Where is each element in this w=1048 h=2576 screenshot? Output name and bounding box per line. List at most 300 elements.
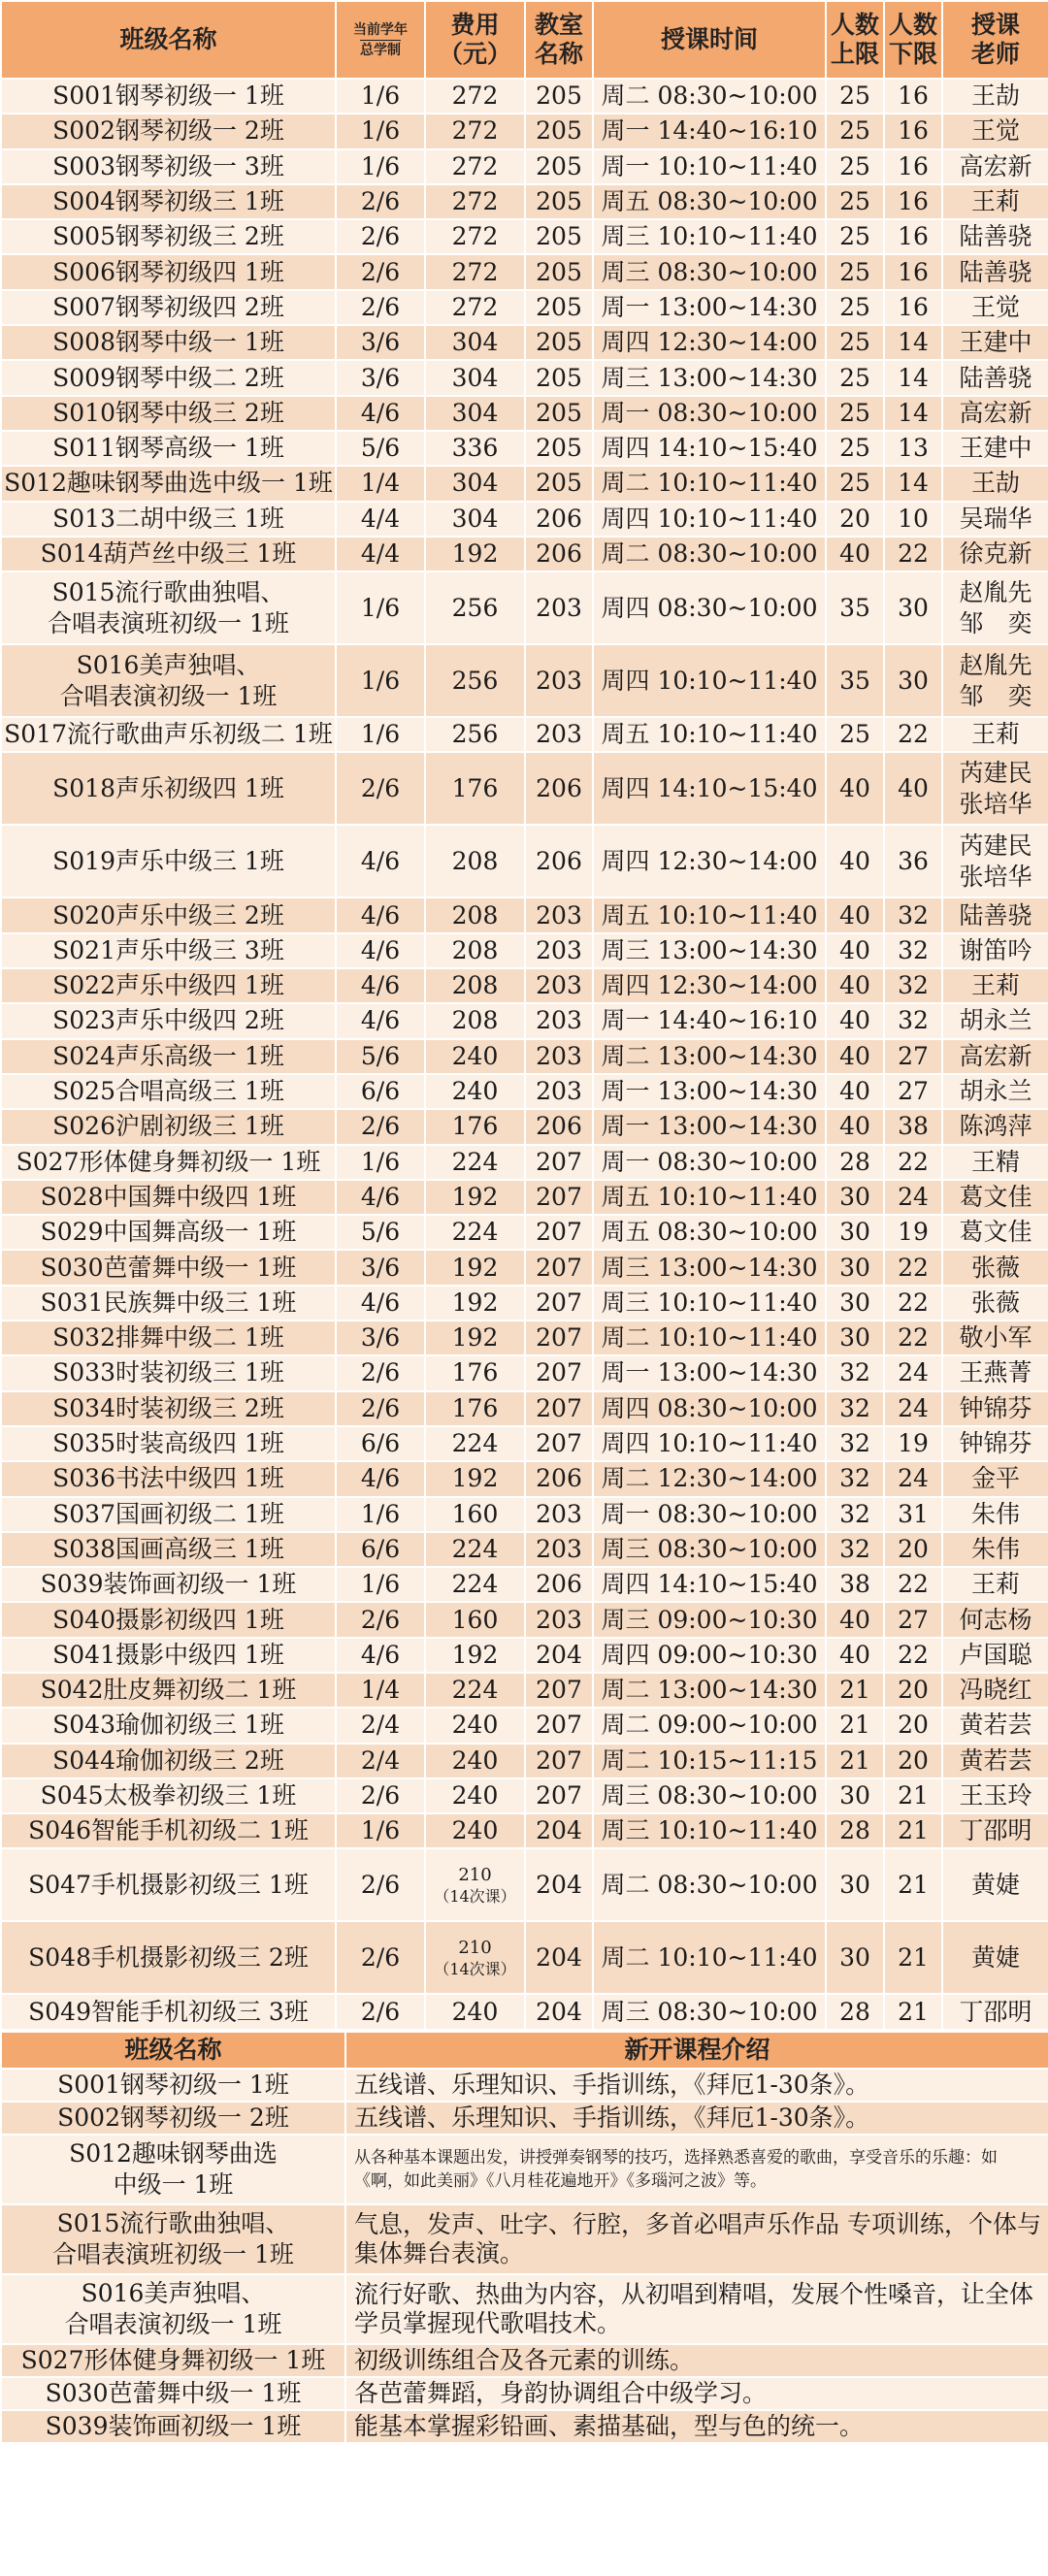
min-value: 32 [898,1006,929,1035]
min-value: 21 [898,1816,929,1845]
table-row [1,537,1048,571]
cell-time [593,1848,826,1921]
cell-min [884,325,942,360]
cell-min [884,1215,942,1250]
cell-time [593,825,826,897]
cell-fee [425,1355,525,1390]
teacher-line1: 王觉 [970,116,1020,146]
year-value: 4/6 [360,1006,401,1035]
cell-class-name [1,644,336,717]
time-value: 周四 09:00~10:30 [601,1640,818,1669]
cell-fee [425,396,525,431]
class-name-line1: S044瑜伽初级三 2班 [52,1745,284,1775]
time-value: 周一 13:00~14:30 [601,1358,818,1387]
year-value: 2/6 [360,1393,401,1422]
cell-min [884,1355,942,1390]
cell-min [884,752,942,825]
cell-year [336,1602,425,1637]
min-value: 16 [898,151,929,180]
intro-class-name [1,2204,345,2274]
cell-room [525,396,593,431]
teacher-line1: 张薇 [970,1253,1020,1282]
cell-time [593,1461,826,1496]
fee-value: 240 [451,1781,499,1810]
year-value: 3/6 [360,328,401,357]
room-value: 204 [536,1942,582,1972]
class-name-line1: S034时装初级三 2班 [52,1393,284,1422]
cell-year [336,1003,425,1038]
max-value: 40 [839,1605,870,1634]
cell-class-name [1,1602,336,1637]
teacher-line1: 何志杨 [959,1605,1032,1634]
teacher-line1: 王莉 [970,720,1020,749]
fee-value: 208 [451,1006,499,1035]
cell-fee [425,360,525,395]
min-value: 20 [898,1711,929,1740]
cell-class-name [1,114,336,148]
cell-min [884,254,942,289]
cell-fee [425,431,525,466]
room-value: 203 [536,1041,582,1070]
room-value: 205 [536,116,582,146]
class-name-line1: S029中国舞高级一 1班 [40,1218,297,1247]
time-value: 周一 08:30~10:00 [601,1147,818,1176]
cell-year [336,1321,425,1355]
cell-time [593,396,826,431]
class-name-line1: S039装饰画初级一 1班 [40,1570,297,1599]
cell-year [336,1355,425,1390]
cell-fee [425,537,525,571]
max-value: 25 [839,328,870,357]
teacher-line1: 王精 [970,1147,1020,1176]
max-value: 32 [839,1358,870,1387]
header-time: 授课时间 [593,1,826,79]
cell-time [593,360,826,395]
fee-value: 256 [451,720,499,749]
cell-min [884,1602,942,1637]
cell-max [826,1391,884,1426]
class-name-line1: S010钢琴中级三 2班 [52,398,284,427]
cell-min [884,1708,942,1743]
cell-min [884,431,942,466]
min-value: 22 [898,539,929,568]
cell-room [525,114,593,148]
cell-class-name [1,1532,336,1567]
table-row [1,254,1048,289]
intro-name-line1: S001钢琴初级一 1班 [57,2070,289,2099]
max-value: 40 [839,846,870,875]
cell-time [593,325,826,360]
max-value: 20 [839,504,870,533]
cell-max [826,1250,884,1285]
room-value: 207 [536,1147,582,1176]
cell-time [593,1391,826,1426]
cell-fee [425,1567,525,1602]
year-value: 2/4 [360,1745,401,1775]
year-value: 6/6 [360,1429,401,1458]
cell-room [525,1638,593,1673]
teacher-line1: 胡永兰 [959,1077,1032,1106]
cell-min [884,1994,942,2029]
teacher-line1: 高宏新 [959,151,1032,180]
cell-time [593,1813,826,1848]
cell-teacher [942,1426,1048,1461]
list-item [1,2410,1048,2443]
cell-room [525,431,593,466]
cell-max [826,933,884,968]
class-name-line1: S036书法中级四 1班 [52,1464,284,1493]
room-value: 205 [536,363,582,392]
cell-time [593,466,826,501]
teacher-line1: 赵胤先 [959,577,1032,606]
class-name-line1: S004钢琴初级三 1班 [52,187,284,216]
cell-teacher [942,1994,1048,2029]
cell-time [593,1074,826,1109]
cell-room [525,571,593,644]
cell-time [593,254,826,289]
cell-time [593,1673,826,1708]
fee-value: 240 [451,1041,499,1070]
header-room: 教室 名称 [525,1,593,79]
cell-time [593,149,826,184]
time-value: 周四 10:10~11:40 [601,504,818,533]
cell-room [525,1673,593,1708]
year-value: 2/6 [360,1112,401,1141]
room-value: 204 [536,1816,582,1845]
time-value: 周一 13:00~14:30 [601,292,818,321]
fee-value: 192 [451,1464,499,1493]
table-row [1,431,1048,466]
year-value: 1/6 [360,1816,401,1845]
teacher-line1: 金平 [970,1464,1020,1493]
cell-fee [425,466,525,501]
year-value: 2/6 [360,292,401,321]
year-value: 2/4 [360,1711,401,1740]
cell-room [525,219,593,254]
class-name-line2: 合唱表演初级一 1班 [59,681,278,710]
cell-fee [425,1180,525,1215]
max-value: 25 [839,292,870,321]
year-value: 6/6 [360,1534,401,1563]
cell-min [884,360,942,395]
min-value: 14 [898,328,929,357]
room-value: 207 [536,1711,582,1740]
fee-value: 224 [451,1147,499,1176]
time-value: 周二 13:00~14:30 [601,1676,818,1705]
min-value: 40 [898,773,929,802]
max-value: 25 [839,363,870,392]
cell-max [826,184,884,219]
room-value: 207 [536,1218,582,1247]
cell-fee [425,1039,525,1074]
header-year: 当前学年 总学制 [336,1,425,79]
cell-time [593,968,826,1003]
teacher-line1: 冯晓红 [959,1676,1032,1705]
max-value: 40 [839,1041,870,1070]
cell-fee [425,1109,525,1144]
teacher-line1: 朱伟 [970,1499,1020,1528]
class-name-line1: S032排舞中级二 1班 [52,1323,284,1353]
fee-value: 336 [451,434,499,463]
cell-fee [425,1321,525,1355]
fee-value: 224 [451,1218,499,1247]
cell-max [826,1848,884,1921]
cell-fee [425,933,525,968]
class-name-line1: S019声乐中级三 1班 [52,846,284,875]
cell-room [525,968,593,1003]
cell-class-name [1,396,336,431]
cell-class-name [1,290,336,325]
class-name-line1: S043瑜伽初级三 1班 [52,1711,284,1740]
cell-time [593,219,826,254]
cell-max [826,149,884,184]
room-value: 206 [536,846,582,875]
fee-value: 210 [458,1937,492,1958]
time-value: 周二 08:30~10:00 [601,1870,818,1899]
class-name-line1: S038国画高级三 1班 [52,1534,284,1563]
fee-value: 272 [451,151,499,180]
cell-max [826,1497,884,1532]
year-value: 4/6 [360,1464,401,1493]
year-value: 2/6 [360,222,401,251]
min-value: 27 [898,1077,929,1106]
cell-teacher [942,79,1048,114]
fee-value: 224 [451,1534,499,1563]
teacher-line1: 王燕菁 [959,1358,1032,1387]
table-row [1,396,1048,431]
max-value: 40 [839,1077,870,1106]
min-value: 16 [898,187,929,216]
cell-fee [425,1813,525,1848]
teacher-line1: 王玉玲 [959,1781,1032,1810]
fee-value: 176 [451,773,499,802]
year-value: 5/6 [360,434,401,463]
cell-min [884,644,942,717]
teacher-line1: 王觉 [970,292,1020,321]
room-value: 205 [536,398,582,427]
min-value: 20 [898,1534,929,1563]
max-value: 38 [839,1570,870,1599]
cell-time [593,1426,826,1461]
teacher-line1: 朱伟 [970,1534,1020,1563]
class-name-line1: S002钢琴初级一 2班 [52,116,284,146]
class-name-line1: S040摄影初级四 1班 [52,1605,284,1634]
cell-class-name [1,1994,336,2029]
table-row [1,1391,1048,1426]
cell-teacher [942,1602,1048,1637]
cell-fee [425,149,525,184]
year-value: 1/4 [360,1676,401,1705]
teacher-line1: 王莉 [970,1570,1020,1599]
cell-year [336,1567,425,1602]
fee-value: 272 [451,222,499,251]
cell-time [593,1145,826,1180]
cell-teacher [942,325,1048,360]
fee-value: 210 [458,1864,492,1885]
cell-time [593,1994,826,2029]
intro-description: 从各种基本课题出发，讲授弹奏钢琴的技巧，选择熟悉喜爱的歌曲，享受音乐的乐趣：如《啊，如此美丽》《八月桂花遍地开》《多瑙河之波》等。 [345,2135,1048,2204]
teacher-line1: 黄若芸 [959,1711,1032,1740]
fee-value: 304 [451,398,499,427]
year-value: 4/6 [360,1182,401,1211]
cell-time [593,571,826,644]
time-value: 周二 10:10~11:40 [601,1942,818,1972]
list-item [1,2135,1048,2204]
year-value: 1/6 [360,1570,401,1599]
cell-fee [425,1602,525,1637]
class-name-line1: S045太极拳初级三 1班 [40,1781,297,1810]
cell-teacher [942,933,1048,968]
intro-description: 能基本掌握彩铅画、素描基础，型与色的统一。 [345,2410,1048,2443]
intro-header-class-name: 班级名称 [1,2032,345,2069]
class-name-line1: S046智能手机初级二 1班 [28,1816,309,1845]
min-value: 22 [898,1288,929,1317]
cell-teacher [942,466,1048,501]
cell-year [336,184,425,219]
cell-class-name [1,254,336,289]
cell-teacher [942,1813,1048,1848]
cell-teacher [942,431,1048,466]
cell-room [525,79,593,114]
cell-year [336,752,425,825]
intro-name-line1: S039装饰画初级一 1班 [45,2411,302,2440]
year-value: 4/6 [360,900,401,929]
cell-class-name [1,219,336,254]
cell-time [593,537,826,571]
cell-max [826,79,884,114]
intro-class-name [1,2344,345,2377]
cell-teacher [942,571,1048,644]
cell-teacher [942,1921,1048,1994]
cell-class-name [1,1250,336,1285]
cell-min [884,502,942,537]
table-row [1,897,1048,932]
max-value: 32 [839,1429,870,1458]
cell-class-name [1,1813,336,1848]
time-value: 周四 12:30~14:00 [601,328,818,357]
min-value: 24 [898,1393,929,1422]
fee-value: 176 [451,1393,499,1422]
cell-class-name [1,1848,336,1921]
cell-teacher [942,968,1048,1003]
cell-max [826,1994,884,2029]
cell-year [336,537,425,571]
cell-year [336,1497,425,1532]
list-item [1,2377,1048,2410]
max-value: 21 [839,1745,870,1775]
cell-min [884,114,942,148]
year-value: 1/6 [360,116,401,146]
teacher-line1: 芮建民 [959,758,1032,787]
class-name-line1: S021声乐中级三 3班 [52,935,284,964]
min-value: 27 [898,1605,929,1634]
table-row [1,825,1048,897]
cell-fee [425,1708,525,1743]
cell-class-name [1,1074,336,1109]
room-value: 206 [536,504,582,533]
table-row [1,219,1048,254]
max-value: 30 [839,1942,870,1972]
cell-min [884,933,942,968]
room-value: 203 [536,1534,582,1563]
cell-max [826,396,884,431]
cell-class-name [1,1638,336,1673]
time-value: 周二 08:30~10:00 [601,82,818,111]
cell-max [826,502,884,537]
class-name-line1: S017流行歌曲声乐初级二 1班 [4,720,333,749]
year-value: 4/6 [360,1640,401,1669]
cell-time [593,290,826,325]
room-value: 207 [536,1676,582,1705]
time-value: 周三 09:00~10:30 [601,1605,818,1634]
cell-class-name [1,1286,336,1321]
cell-time [593,431,826,466]
cell-min [884,968,942,1003]
max-value: 32 [839,1464,870,1493]
cell-class-name [1,325,336,360]
cell-max [826,1355,884,1390]
cell-room [525,717,593,752]
cell-class-name [1,184,336,219]
table-row [1,1813,1048,1848]
cell-fee [425,1994,525,2029]
cell-teacher [942,1250,1048,1285]
fee-value: 272 [451,187,499,216]
cell-max [826,1461,884,1496]
intro-name-line1: S015流行歌曲独唱、 [56,2208,290,2237]
time-value: 周一 13:00~14:30 [601,1112,818,1141]
max-value: 35 [839,666,870,695]
intro-class-name [1,2102,345,2135]
cell-fee [425,1391,525,1426]
cell-max [826,290,884,325]
cell-room [525,825,593,897]
max-value: 30 [839,1870,870,1899]
header-fee: 费用 （元） [425,1,525,79]
teacher-line1: 张薇 [970,1288,1020,1317]
time-value: 周三 13:00~14:30 [601,935,818,964]
cell-fee [425,717,525,752]
cell-max [826,717,884,752]
fee-value: 240 [451,1997,499,2026]
fee-value: 176 [451,1358,499,1387]
cell-class-name [1,1145,336,1180]
time-value: 周一 08:30~10:00 [601,1499,818,1528]
cell-time [593,1708,826,1743]
room-value: 205 [536,151,582,180]
cell-fee [425,1003,525,1038]
cell-teacher [942,644,1048,717]
min-value: 24 [898,1182,929,1211]
teacher-line1: 陆善骁 [959,257,1032,286]
cell-fee [425,1848,525,1921]
class-name-line1: S027形体健身舞初级一 1班 [16,1147,321,1176]
room-value: 207 [536,1288,582,1317]
time-value: 周五 08:30~10:00 [601,187,818,216]
cell-year [336,571,425,644]
class-name-line1: S015流行歌曲独唱、 [51,577,285,606]
time-value: 周三 08:30~10:00 [601,1534,818,1563]
year-value: 5/6 [360,1041,401,1070]
fee-value: 272 [451,292,499,321]
room-value: 205 [536,82,582,111]
min-value: 16 [898,116,929,146]
cell-room [525,254,593,289]
cell-time [593,1355,826,1390]
intro-name-line1: S030芭蕾舞中级一 1班 [45,2378,302,2407]
cell-min [884,1532,942,1567]
fee-value: 224 [451,1570,499,1599]
